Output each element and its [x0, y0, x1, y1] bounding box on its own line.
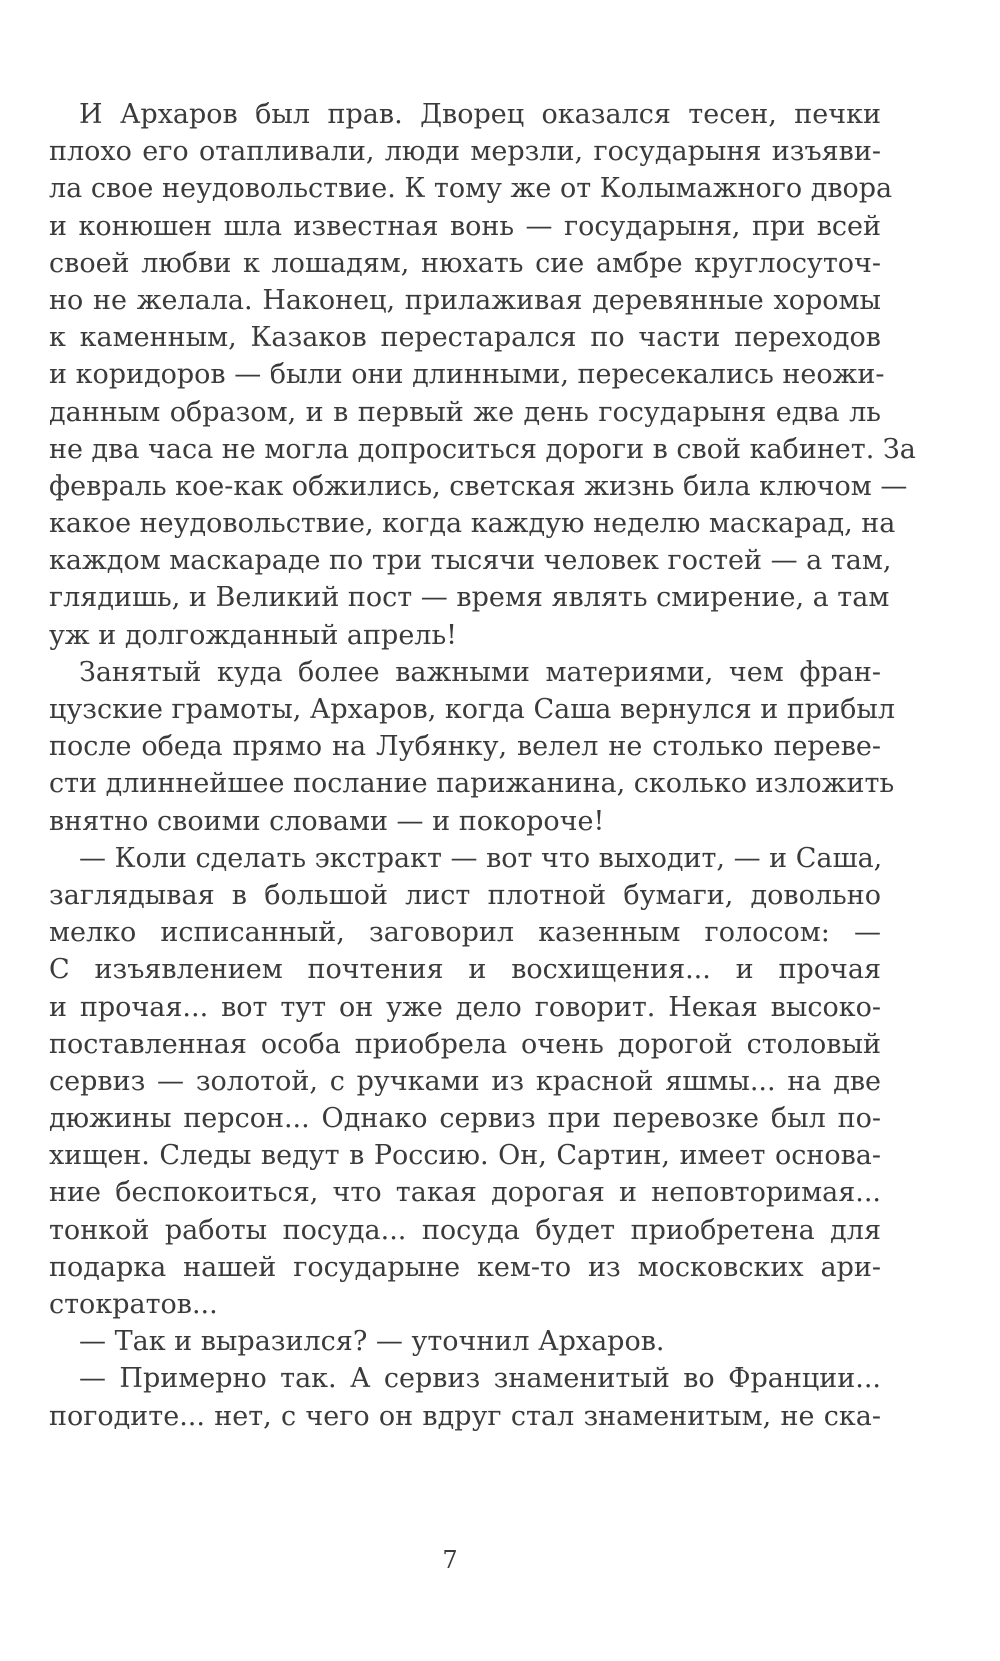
- text-line: — Так и выразился? — уточнил Архаров.: [79, 1326, 665, 1358]
- text-line: тонкой работы посуда... посуда будет приобретена для: [49, 1214, 881, 1246]
- text-line: данным образом, и в первый же день государыня едва ль: [49, 396, 881, 428]
- text-line: стократов...: [49, 1289, 218, 1320]
- text-line: заглядывая в большой лист плотной бумаги, довольно: [49, 879, 881, 911]
- text-line: не два часа не могла допроситься дороги в свой кабинет. За: [49, 433, 916, 465]
- text-line: и прочая... вот тут он уже дело говорит. Некая высоко-: [49, 991, 881, 1023]
- text-line: внятно своими словами — и покороче!: [49, 805, 605, 837]
- text-line: сервиз — золотой, с ручками из красной яшмы... на две: [49, 1065, 881, 1097]
- text-line: дюжины персон... Однако сервиз при перевозке был по-: [49, 1103, 881, 1135]
- text-line: какое неудовольствие, когда каждую неделю маскарад, на: [49, 508, 896, 540]
- text-line: И Архаров был прав. Дворец оказался тесен, печки: [79, 99, 881, 130]
- text-line: ние беспокоиться, что такая дорогая и неповторимая...: [49, 1177, 881, 1209]
- text-line: февраль кое-как обжились, светская жизнь била ключом —: [49, 470, 908, 502]
- text-line: после обеда прямо на Лубянку, велел не столько переве-: [49, 731, 881, 763]
- text-line: своей любви к лошадям, нюхать сие амбре круглосуточ-: [49, 247, 881, 279]
- text-line: глядишь, и Великий пост — время являть смирение, а там: [49, 582, 890, 614]
- text-line: сти длиннейшее послание парижанина, сколько изложить: [49, 768, 895, 800]
- text-line: С изъявлением почтения и восхищения... и прочая: [49, 954, 881, 986]
- text-line: каждом маскараде по три тысячи человек гостей — а там,: [49, 545, 892, 577]
- text-line: хищен. Следы ведут в Россию. Он, Сартин, имеет основа-: [49, 1140, 881, 1172]
- text-line: цузские грамоты, Архаров, когда Саша вернулся и прибыл: [49, 694, 895, 725]
- text-line: к каменным, Казаков перестарался по части переходов: [49, 322, 881, 354]
- text-line: но не желала. Наконец, прилаживая деревянные хоромы: [49, 284, 881, 316]
- text-line: погодите... нет, с чего он вдруг стал знаменитым, не ска-: [49, 1400, 881, 1432]
- text-line: и конюшен шла известная вонь — государыня, при всей: [49, 210, 881, 242]
- text-line: плохо его отапливали, люди мерзли, государыня изъяви-: [49, 136, 881, 168]
- text-line: мелко исписанный, заговорил казенным голосом: —: [49, 917, 881, 949]
- text-line: Занятый куда более важными материями, чем фран-: [79, 656, 881, 688]
- text-line: поставленная особа приобрела очень дорогой столовый: [49, 1028, 881, 1060]
- page-number: 7: [442, 1546, 458, 1574]
- text-line: подарка нашей государыне кем-то из московских ари-: [49, 1251, 881, 1283]
- text-line: — Примерно так. А сервиз знаменитый во Франции...: [79, 1363, 881, 1395]
- text-line: — Коли сделать экстракт — вот что выходит, — и Саша,: [79, 842, 883, 874]
- text-line: и коридоров — были они длинными, пересекались неожи-: [49, 359, 885, 391]
- body-text: [49, 96, 916, 1435]
- text-line: уж и долгожданный апрель!: [49, 619, 457, 651]
- text-line: ла свое неудовольствие. К тому же от Колымажного двора: [49, 173, 893, 205]
